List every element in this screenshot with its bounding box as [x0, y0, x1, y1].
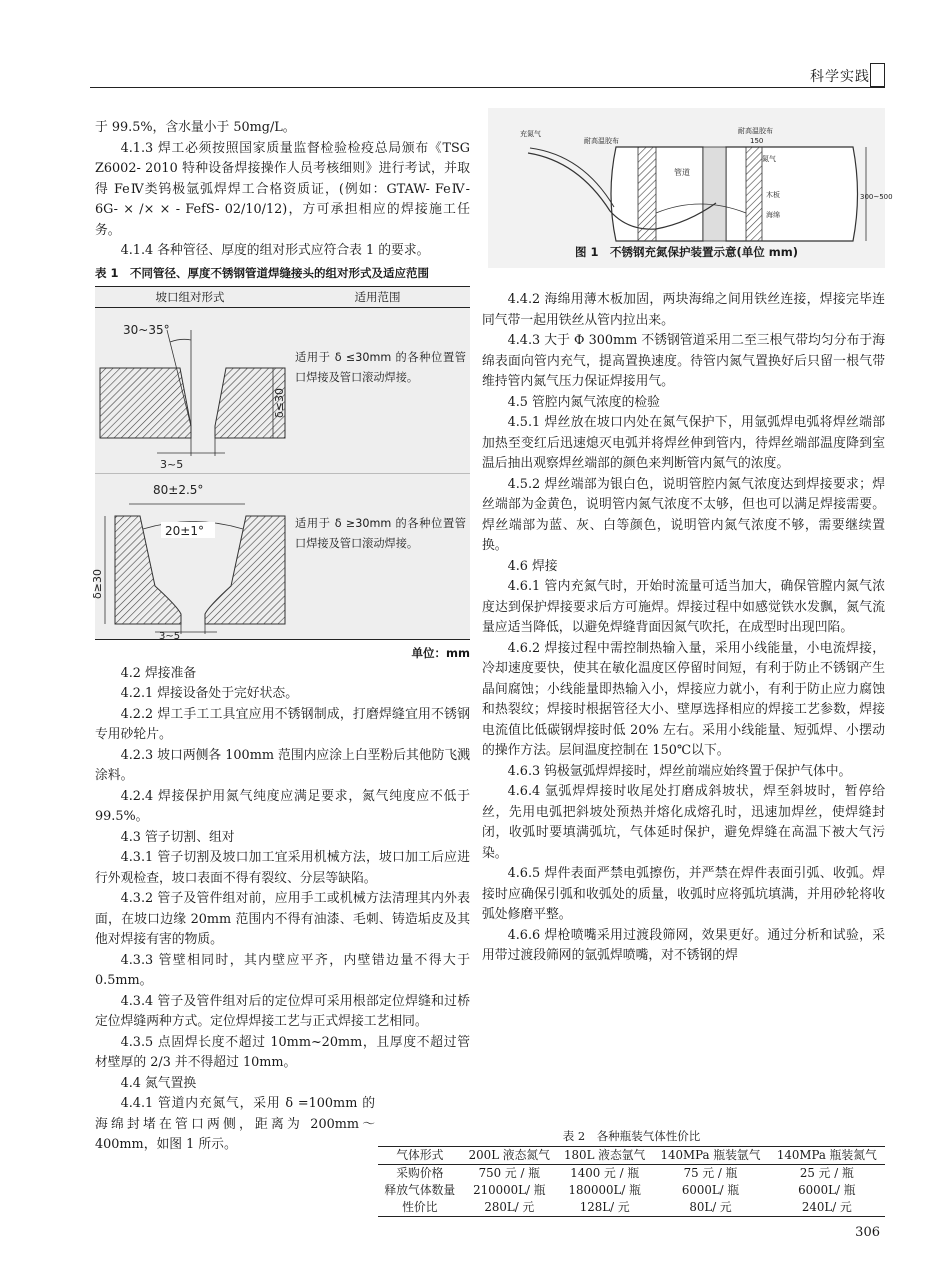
paragraph-4-1-4: 4.1.4 各种管径、厚度的组对形式应符合表 1 的要求。	[120, 243, 430, 258]
table2-cell: 性价比	[402, 1200, 438, 1214]
paragraph-4-6-4: 4.6.4 氩弧焊焊接时收尾处打磨成斜坡状，焊至斜坡时，暂停给丝，先用电弧把斜坡处预热并熔化成熔孔时，迅速加焊丝，使焊缝封闭，收弧时要填满弧坑，气体延时保护，避免焊缝在高温下被大气污染。	[482, 784, 885, 861]
table1-row-1	[95, 308, 470, 473]
section-4-6: 4.6 焊接	[507, 558, 558, 574]
paragraph-4-1-3: 4.1.3 焊工必须按照国家质量监督检验检疫总局颁布《TSG Z6002- 2010 特种设备焊接操作人员考核细则》进行考试，并取得 FeⅣ类钨极氩弧焊焊工合格资质证，(例如：GTAW- FeⅣ- 6G- × /× × - FefS- 02/10/12)，方可承担相应的焊接施工任务。	[95, 140, 470, 238]
paragraph-4-5-1: 4.5.1 焊丝放在坡口内处在氮气保护下，用氩弧焊电弧将焊丝端部加热至变红后迅速熄灭电弧并将焊丝伸到管内，待焊丝端部温度降到室温后抽出观察焊丝端部的颜色来判断管内氮气的浓度。	[482, 415, 885, 471]
paragraph-intro: 于 99.5%，含水量小于 50mg/L。	[95, 120, 296, 135]
fig1-sponge-label-2: 耐高温胶布	[738, 127, 773, 135]
fig1-pipe-label: 管道	[674, 168, 690, 177]
table1-row-2	[91, 473, 470, 642]
page-number: 306	[855, 1225, 880, 1240]
thickness-label-2: δ≥30	[91, 569, 104, 599]
table-row	[378, 1182, 885, 1199]
table2-cell: 80L/ 元	[689, 1200, 732, 1214]
gap-label: 3~5	[160, 458, 184, 471]
table1-header	[95, 287, 470, 308]
top-width-label: 80±2.5°	[153, 483, 204, 497]
table2-header-cell: 140MPa 瓶装氩气	[660, 1148, 761, 1162]
table2-cell: 240L/ 元	[801, 1200, 852, 1214]
fig1-foam-label: 海绵	[766, 211, 780, 219]
table1-row1-scope: 适用于 δ ≤30mm 的各种位置管口焊接及管口滚动焊接。	[295, 351, 466, 384]
fig1-gas-label: 充氮气	[520, 130, 541, 138]
paragraph-4-4-1: 4.4.1 管道内充氮气，采用 δ =100mm 的海绵封堵在管口两侧，距离为 200mm～400mm，如图 1 所示。	[95, 1096, 375, 1152]
fig1-150-label: 150	[750, 137, 764, 145]
table2-cell: 750 元 / 瓶	[478, 1166, 540, 1180]
paragraph-4-6-6: 4.6.6 焊枪喷嘴采用过渡段筛网，效果更好。通过分析和试验，采用带过渡段筛网的氩弧焊喷嘴，对不锈钢的焊	[482, 927, 885, 963]
table2-cell: 75 元 / 瓶	[683, 1166, 738, 1180]
section-4-5: 4.5 管腔内氮气浓度的检验	[507, 394, 660, 410]
table2-cell: 280L/ 元	[484, 1200, 535, 1214]
table2-cell: 采购价格	[396, 1166, 444, 1180]
paragraph-4-4-2: 4.4.2 海绵用薄木板加固，两块海绵之间用铁丝连接，焊接完毕连同气带一起用铁丝从管内拉出来。	[482, 292, 885, 328]
thickness-label: δ≤30	[273, 388, 286, 418]
groove-angle-label: 30~35°	[123, 323, 170, 337]
table2-cell: 1400 元 / 瓶	[570, 1166, 640, 1180]
paragraph-4-3-4: 4.3.4 管子及管件组对后的定位焊可采用根部定位焊缝和过桥定位焊缝两种方式。定位焊焊接工艺与正式焊接工艺相同。	[95, 993, 470, 1029]
table2-header-cell: 180L 液态氩气	[564, 1148, 646, 1162]
table1-unit: 单位：mm	[411, 646, 470, 660]
paragraph-4-3-3: 4.3.3 管壁相同时，其内壁应平齐，内壁错边量不得大于 0.5mm。	[95, 952, 470, 988]
figure1-caption: 图 1 不锈钢充氮保护装置示意(单位 mm)	[575, 245, 798, 259]
paragraph-4-4-3: 4.4.3 大于 Φ 300mm 不锈钢管道采用二至三根气带均匀分布于海绵表面向管内充气，提高置换速度。待管内氮气置换好后只留一根气带维持管内氮气压力保证焊接用气。	[482, 333, 885, 389]
paragraph-4-3-1: 4.3.1 管子切割及坡口加工宜采用机械方法，坡口加工后应进行外观检查，坡口表面不得有裂纹、分层等缺陷。	[95, 850, 470, 886]
table-row	[378, 1165, 885, 1183]
paragraph-4-6-1: 4.6.1 管内充氮气时，开始时流量可适当加大，确保管膛内氮气浓度达到保护焊接要求后方可施焊。焊接过程中如感觉铁水发飘，氮气流量应适当降低，以避免焊缝背面因氮气吹托，在成型时出现凹陷。	[482, 579, 885, 635]
paragraph-4-3-2: 4.3.2 管子及管件组对前，应用手工或机械方法清理其内外表面，在坡口边缘 20mm 范围内不得有油漆、毛刺、铸造垢皮及其他对焊接有害的物质。	[95, 891, 470, 947]
left-column	[91, 118, 470, 1156]
table2-cell: 释放气体数量	[384, 1183, 456, 1197]
table2-cell: 128L/ 元	[579, 1200, 630, 1214]
fig1-plate-label: 木板	[766, 191, 780, 199]
paragraph-4-2-3: 4.2.3 坡口两侧各 100mm 范围内应涂上白垩粉后其他防飞溅涂料。	[95, 747, 470, 783]
table2-cell: 6000L/ 瓶	[681, 1183, 740, 1197]
table1-col-form: 坡口组对形式	[155, 290, 225, 304]
inner-angle-label: 20±1°	[165, 524, 204, 538]
section-tag: 科学实践	[810, 69, 870, 85]
table2-header-cell: 200L 液态氮气	[468, 1148, 550, 1162]
table2-header-cell: 气体形式	[396, 1148, 444, 1162]
table2-caption: 表 2 各种瓶装气体性价比	[562, 1129, 701, 1143]
table2-cell: 25 元 / 瓶	[799, 1166, 854, 1180]
table2	[378, 1146, 885, 1217]
section-4-4: 4.4 氮气置换	[120, 1075, 197, 1091]
table2-cell: 6000L/ 瓶	[798, 1183, 856, 1197]
paragraph-4-2-4: 4.2.4 焊接保护用氮气纯度应满足要求，氮气纯度应不低于 99.5%。	[95, 788, 470, 824]
fig1-sponge-label: 耐高温胶布	[584, 137, 619, 145]
gap-label-2: 3~5	[159, 631, 181, 642]
header-rule	[90, 87, 885, 88]
fig1-dim-label: 300~500	[860, 193, 893, 201]
section-4-3: 4.3 管子切割、组对	[120, 829, 235, 845]
header-box-decoration	[870, 63, 885, 87]
right-column	[482, 290, 885, 967]
paragraph-4-6-3: 4.6.3 钨极氩弧焊焊接时，焊丝前端应始终置于保护气体中。	[507, 763, 852, 779]
table2-cell: 210000L/ 瓶	[473, 1183, 546, 1197]
section-4-2: 4.2 焊接准备	[120, 665, 197, 681]
paragraph-4-5-2: 4.5.2 焊丝端部为银白色，说明管腔内氮气浓度达到焊接要求；焊丝端部为金黄色，说明管内氮气浓度不太够，但也可以满足焊接需要。焊丝端部为蓝、灰、白等颜色，说明管内氮气浓度不够，需要继续置换。	[482, 476, 885, 553]
table1-caption: 表 1 不同管径、厚度不锈钢管道焊缝接头的组对形式及适应范围	[95, 265, 430, 280]
table2-header-cell: 140MPa 瓶装氮气	[776, 1148, 877, 1162]
paragraph-4-2-1: 4.2.1 焊接设备处于完好状态。	[120, 686, 298, 701]
groove-v-diagram	[95, 308, 295, 473]
fig1-nitrogen-label: 氮气	[762, 155, 776, 163]
table-row	[378, 1199, 885, 1217]
paragraph-4-2-2: 4.2.2 焊工手工工具宜应用不锈钢制成，打磨焊缝宜用不锈钢专用砂轮片。	[95, 706, 470, 742]
paragraph-4-6-5: 4.6.5 焊件表面严禁电弧擦伤，并严禁在焊件表面引弧、收弧。焊接时应确保引弧和收弧处的质量，收弧时应将弧坑填满，并用砂轮将收弧处修磨平整。	[482, 866, 885, 922]
paragraph-4-6-2: 4.6.2 焊接过程中需控制热输入量，采用小线能量，小电流焊接，冷却速度要快，使其在敏化温度区停留时间短，有利于防止不锈钢产生晶间腐蚀；小线能量即热输入小，焊接应力就小，有利于防止应力腐蚀和热裂纹；焊接时根据管径大小、壁厚选择相应的焊接工艺参数，焊接电流值比低碳钢焊接时低 20% 左右。采用小线能量、短弧焊、小摆动的操作方法。层间温度控制在 150℃以下。	[482, 640, 885, 758]
table2-cell: 180000L/ 瓶	[568, 1183, 641, 1197]
table1-col-scope: 适用范围	[354, 290, 401, 304]
table1-row2-scope: 适用于 δ ≥30mm 的各种位置管口焊接及管口滚动焊接。	[295, 517, 466, 550]
table2-header-row	[378, 1147, 885, 1165]
groove-u-diagram	[91, 474, 295, 642]
paragraph-4-3-5: 4.3.5 点固焊长度不超过 10mm~20mm，且厚度不超过管材壁厚的 2/3 并不得超过 10mm。	[95, 1034, 470, 1070]
table1	[91, 286, 470, 642]
